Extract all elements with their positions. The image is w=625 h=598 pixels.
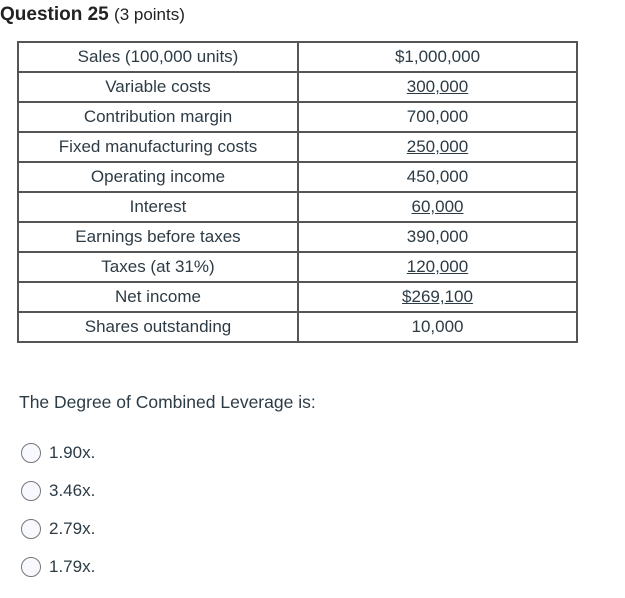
option-2[interactable] [21,481,95,501]
table-row [18,162,577,192]
row-value-cell [298,282,577,312]
row-value: 120,000 [406,257,469,276]
row-label: Earnings before taxes [18,222,298,252]
row-value-cell [298,192,577,222]
row-value-cell [298,72,577,102]
question-title [0,4,185,26]
question-prompt: The Degree of Combined Leverage is: [19,392,316,412]
row-value: 390,000 [406,227,469,246]
question-points: (3 points) [114,5,185,24]
option-label: 2.79x. [49,519,96,538]
row-value: 450,000 [406,167,469,186]
row-value: $269,100 [402,287,473,306]
row-value: 700,000 [406,107,469,126]
option-4[interactable] [21,557,95,577]
table-row [18,222,577,252]
row-value-cell [298,222,577,252]
row-value-cell [298,312,577,342]
row-label: Variable costs [18,72,298,102]
row-value: $1,000,000 [394,47,481,66]
table-row [18,252,577,282]
row-value-cell [298,252,577,282]
option-label: 3.46x. [49,481,96,500]
row-label: Sales (100,000 units) [18,42,298,72]
table-row [18,132,577,162]
financial-table [17,41,578,343]
table-row [18,102,577,132]
radio-button[interactable] [21,443,41,463]
table-row [18,42,577,72]
row-label: Shares outstanding [18,312,298,342]
row-value-cell [298,102,577,132]
table-row [18,312,577,342]
row-value-cell [298,132,577,162]
row-label: Net income [18,282,298,312]
option-label: 1.79x. [49,557,96,576]
row-value: 300,000 [406,77,469,96]
radio-button[interactable] [21,519,41,539]
row-value: 10,000 [411,317,464,336]
radio-button[interactable] [21,481,41,501]
row-value: 60,000 [411,197,464,216]
option-1[interactable] [21,443,95,463]
table-row [18,282,577,312]
question-number: Question 25 [0,4,109,25]
row-label: Contribution margin [18,102,298,132]
option-label: 1.90x. [49,443,96,462]
table-row [18,72,577,102]
row-value-cell [298,42,577,72]
row-label: Interest [18,192,298,222]
row-value: 250,000 [406,137,469,156]
row-label: Operating income [18,162,298,192]
row-label: Fixed manufacturing costs [18,132,298,162]
radio-button[interactable] [21,557,41,577]
row-label: Taxes (at 31%) [18,252,298,282]
row-value-cell [298,162,577,192]
option-3[interactable] [21,519,95,539]
table-row [18,192,577,222]
